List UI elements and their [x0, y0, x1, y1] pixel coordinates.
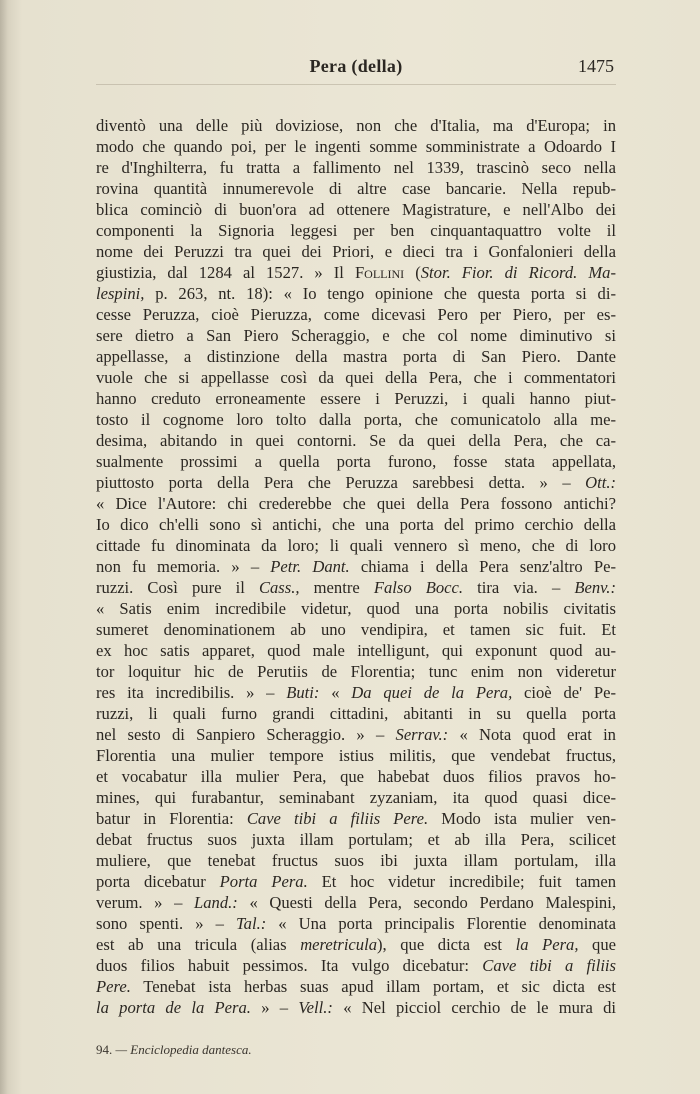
- italic-text: Land.:: [194, 893, 238, 912]
- text-line: [96, 661, 616, 682]
- text-line: [96, 136, 616, 157]
- text-segment: diventò una delle più doviziose, non che d'Italia, ma d'Europa; in: [96, 116, 616, 135]
- text-segment: piuttosto porta della Pera che Peruzza sarebbesi detta. » –: [96, 473, 586, 492]
- text-segment: «: [319, 683, 352, 702]
- italic-text: Pere.: [96, 977, 131, 996]
- text-segment: ruzzi, li quali furno grandi cittadini, abitanti in su quella porta: [96, 704, 616, 723]
- text-line: [96, 619, 616, 640]
- text-segment: « Satis enim incredibile videtur, quod una porta nobilis civitatis: [96, 599, 616, 618]
- text-segment: mentre: [299, 578, 374, 597]
- text-segment: chiama i della Pera senz'altro Pe-: [349, 557, 616, 576]
- text-segment: » –: [250, 998, 299, 1017]
- text-segment: appellasse, a distinzione della mastra porta di San Piero. Dante: [96, 347, 616, 366]
- text-segment: sere dietro a San Piero Scheraggio, e che col nome diminutivo si: [96, 326, 616, 345]
- italic-text: Porta Pera.: [219, 872, 308, 891]
- signature-number: 94.: [96, 1042, 113, 1057]
- text-line: [96, 157, 616, 178]
- text-segment: giustizia, dal 1284 al 1527. » Il: [96, 263, 355, 282]
- text-segment: blica cominciò di buon'ora ad ottenere Magistrature, e nell'Albo dei: [96, 200, 616, 219]
- text-line: [96, 640, 616, 661]
- italic-text: Stor. Fior. di Ricord. Ma-: [420, 263, 616, 282]
- italic-text: Cass.,: [258, 578, 300, 597]
- text-segment: « Nota quod erat in: [448, 725, 616, 744]
- text-line: [96, 493, 616, 514]
- text-segment: et vocabatur illa mulier Pera, que habebat duos filios pravos ho-: [96, 767, 616, 786]
- text-segment: sumeret denominationem ab uno vendipira, et tamen sic fuit. Et: [96, 620, 616, 639]
- text-line: [96, 178, 616, 199]
- text-line: [96, 556, 616, 577]
- text-segment: nel sesto di Sanpiero Scheraggio. » –: [96, 725, 396, 744]
- text-segment: batur in Florentia:: [96, 809, 247, 828]
- text-line: [96, 388, 616, 409]
- italic-text: meretricula: [300, 935, 378, 954]
- text-segment: sualmente prossimi a quella porta furono, fosse stata appellata,: [96, 452, 616, 471]
- text-line: [96, 367, 616, 388]
- text-segment: ruzzi. Così pure il: [96, 578, 259, 597]
- text-segment: Modo ista mulier ven-: [428, 809, 616, 828]
- text-line: [96, 724, 616, 745]
- text-segment: tira via. –: [463, 578, 575, 597]
- running-title: Pera (della): [309, 56, 403, 76]
- text-line: [96, 871, 616, 892]
- text-line: [96, 409, 616, 430]
- text-segment: componenti la Signoria leggesi per ben cinquantaquattro volte il: [96, 221, 616, 240]
- text-line: [96, 346, 616, 367]
- italic-text: Cave tibi a filiis Pere.: [246, 809, 429, 828]
- text-line: [96, 472, 616, 493]
- text-line: [96, 976, 616, 997]
- text-line: [96, 850, 616, 871]
- text-segment: mines, qui furabantur, seminabant zyzaniam, ita quod quasi dice-: [96, 788, 616, 807]
- text-line: [96, 598, 616, 619]
- text-line: [96, 199, 616, 220]
- text-line: [96, 934, 616, 955]
- text-segment: tosto il cognome loro tolto dalla porta, che comunicatolo alla me-: [96, 410, 616, 429]
- text-line: [96, 787, 616, 808]
- italic-text: Falso Bocc.: [373, 578, 464, 597]
- text-line: [96, 913, 616, 934]
- text-line: [96, 451, 616, 472]
- header-rule: [96, 84, 616, 85]
- text-line: [96, 430, 616, 451]
- text-segment: duos filios habuit pessimos. Ita vulgo dicebatur:: [96, 956, 483, 975]
- italic-text: la porta de la Pera.: [96, 998, 251, 1017]
- text-line: [96, 682, 616, 703]
- text-segment: res ita incredibilis. » –: [96, 683, 287, 702]
- text-line: [96, 955, 616, 976]
- italic-text: Serrav.:: [395, 725, 449, 744]
- text-line: [96, 115, 616, 136]
- text-segment: cesse Peruzza, cioè Pieruzza, come dicevasi Pero per Piero, per es-: [96, 305, 616, 324]
- text-segment: re d'Inghilterra, fu tratta a fallimento nel 1339, trascinò seco nella: [96, 158, 616, 177]
- text-segment: modo che quando poi, per le ingenti somme somministrate a Odoardo I: [96, 137, 616, 156]
- italic-text: Cave tibi a filiis: [482, 956, 616, 975]
- page-header: [96, 56, 616, 82]
- text-segment: « Questi della Pera, secondo Perdano Malespini,: [237, 893, 616, 912]
- text-segment: muliere, que tenebat fructus suos ibi juxta illam portulam, illa: [96, 851, 616, 870]
- text-line: [96, 262, 616, 283]
- text-line: [96, 829, 616, 850]
- text-segment: ), que dicta est: [377, 935, 516, 954]
- text-segment: « Nel picciol cerchio de le mura di: [332, 998, 616, 1017]
- text-segment: cittade fu dinominata da loro; li quali vennero sì meno, che di loro: [96, 536, 616, 555]
- text-segment: Tenebat ista herbas suas apud illam portam, et sic dicta est: [130, 977, 616, 996]
- text-segment: que: [578, 935, 616, 954]
- text-segment: ex hoc satis apparet, quod male intelligunt, qui exponunt quod au-: [96, 641, 616, 660]
- italic-text: Tal.:: [235, 914, 267, 933]
- text-segment: « Una porta principalis Florentie denominata: [266, 914, 616, 933]
- italic-text: Petr. Dant.: [270, 557, 350, 576]
- italic-text: lespini,: [96, 284, 145, 303]
- text-line: [96, 241, 616, 262]
- text-line: [96, 997, 616, 1018]
- signature-title: — Enciclopedia dantesca.: [115, 1042, 252, 1057]
- text-segment: verum. » –: [96, 893, 195, 912]
- italic-text: Benv.:: [574, 578, 616, 597]
- text-line: [96, 220, 616, 241]
- text-line: [96, 577, 616, 598]
- small-caps-name: Follini: [354, 263, 405, 282]
- italic-text: la Pera,: [515, 935, 579, 954]
- text-line: [96, 766, 616, 787]
- text-line: [96, 325, 616, 346]
- text-segment: p. 263, nt. 18): « Io tengo opinione che questa porta si di-: [144, 284, 616, 303]
- italic-text: Ott.:: [585, 473, 616, 492]
- text-line: [96, 703, 616, 724]
- text-segment: non fu memoria. » –: [96, 557, 271, 576]
- text-segment: est ab una tricula (alias: [96, 935, 301, 954]
- text-segment: vuole che si appellasse così da quei della Pera, che i commentatori: [96, 368, 616, 387]
- text-segment: Et hoc videtur incredibile; fuit tamen: [307, 872, 616, 891]
- italic-text: Vell.:: [298, 998, 333, 1017]
- text-segment: Florentia una mulier tempore istius militis, que vendebat fructus,: [96, 746, 616, 765]
- text-line: [96, 745, 616, 766]
- text-line: [96, 283, 616, 304]
- text-line: [96, 808, 616, 829]
- text-line: [96, 535, 616, 556]
- text-segment: rovina quantità innumerevole di altre case bancarie. Nella repub-: [96, 179, 616, 198]
- text-segment: debat fructus suos juxta illam portulam; et ab illa Pera, scilicet: [96, 830, 616, 849]
- page-number: 1475: [578, 56, 614, 76]
- text-segment: desima, abitando in quei contorni. Se da quei della Pera, che ca-: [96, 431, 616, 450]
- text-segment: (: [404, 263, 421, 282]
- text-segment: nome dei Peruzzi tra quei dei Priori, e dieci tra i Gonfalonieri della: [96, 242, 616, 261]
- text-line: [96, 892, 616, 913]
- text-segment: porta dicebatur: [96, 872, 220, 891]
- body-text: [96, 115, 616, 1018]
- italic-text: Buti:: [286, 683, 320, 702]
- text-segment: cioè de' Pe-: [512, 683, 616, 702]
- text-line: [96, 514, 616, 535]
- italic-text: Da quei de la Pera,: [351, 683, 513, 702]
- text-segment: « Dice l'Autore: chi crederebbe che quei della Pera fossono antichi?: [96, 494, 616, 513]
- text-segment: hanno creduto erroneamente essere i Peruzzi, i quali hanno piut-: [96, 389, 616, 408]
- footer-signature: [96, 1042, 252, 1058]
- text-segment: tor loquitur hic de Perutiis de Florentia; tunc enim non videretur: [96, 662, 616, 681]
- text-segment: Io dico ch'elli sono sì antichi, che una porta del primo cerchio della: [96, 515, 616, 534]
- text-line: [96, 304, 616, 325]
- text-segment: sono spenti. » –: [96, 914, 236, 933]
